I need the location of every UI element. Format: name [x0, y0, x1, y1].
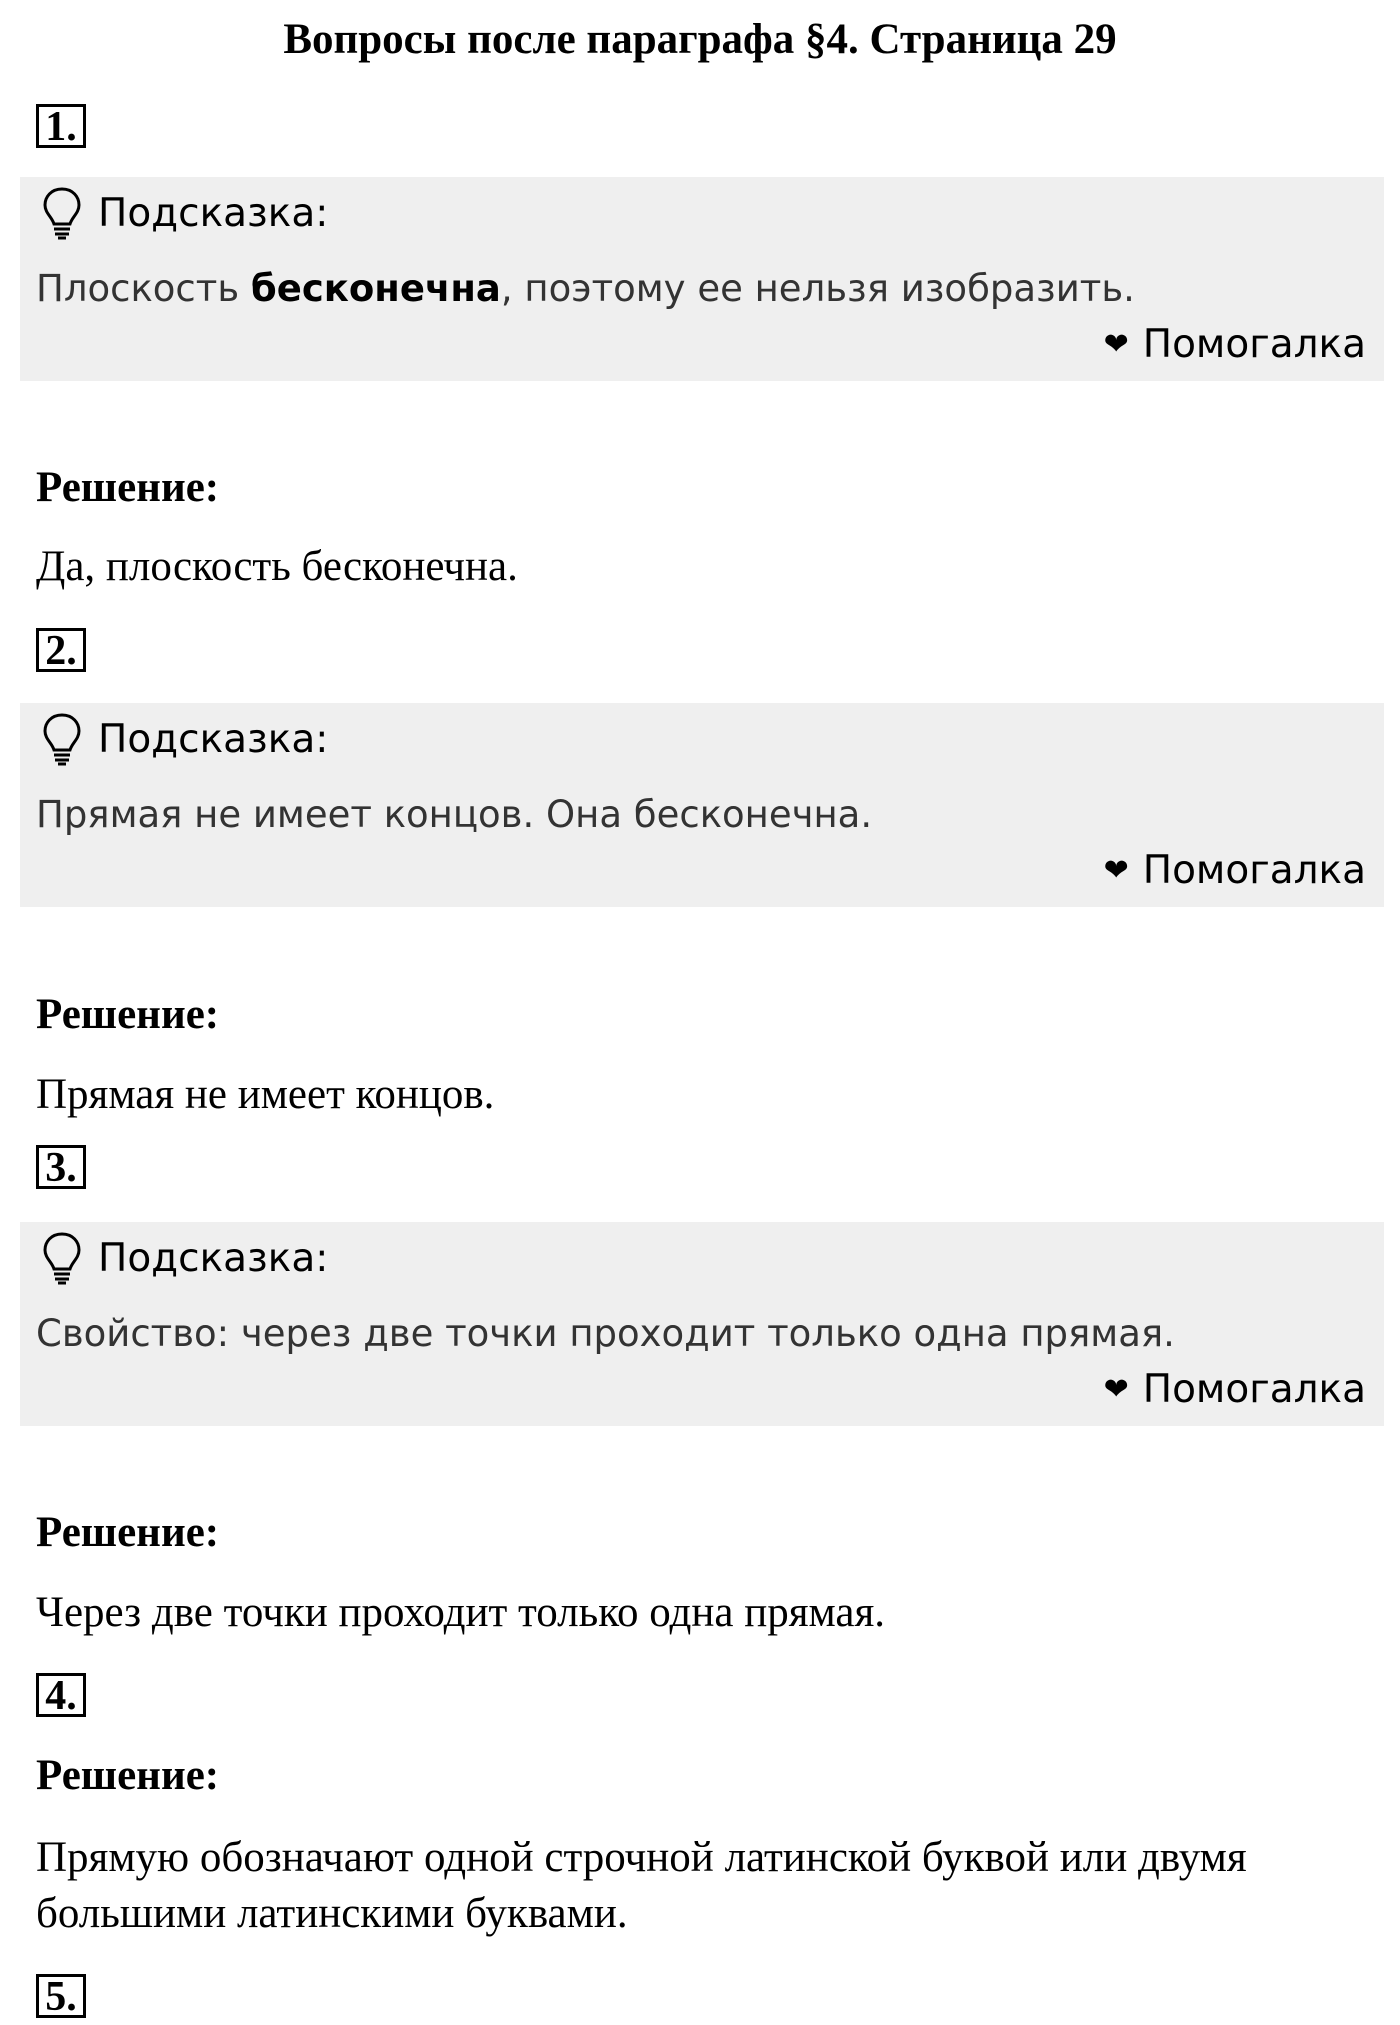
hint-title: Подсказка:: [98, 1235, 329, 1281]
solution-heading-3: Решение:: [36, 1509, 220, 1556]
hint-title: Подсказка:: [98, 716, 329, 762]
hint-box-3: [20, 1222, 1384, 1426]
hint-text: Плоскость бесконечна, поэтому ее нельзя изобразить.: [36, 267, 1135, 310]
question-number-2: 2.: [36, 628, 86, 672]
question-number-1: 1.: [36, 104, 86, 148]
solution-heading-1: Решение:: [36, 464, 220, 511]
brand-label[interactable]: ❤ Помогалка: [1103, 1367, 1366, 1412]
hint-header: [42, 1228, 328, 1288]
solution-text-2: Прямая не имеет концов.: [36, 1071, 495, 1118]
question-number-5: 5.: [36, 1974, 86, 2018]
hint-box-2: [20, 703, 1384, 907]
solution-line: большими латинскими буквами.: [36, 1890, 628, 1937]
solution-text-1: Да, плоскость бесконечна.: [36, 543, 518, 590]
hint-header: [42, 183, 328, 243]
hint-text: Свойство: через две точки проходит только одна прямая.: [36, 1312, 1175, 1355]
solution-text-3: Через две точки проходит только одна прямая.: [36, 1589, 886, 1636]
hint-box-1: [20, 177, 1384, 381]
solution-heading-2: Решение:: [36, 991, 220, 1038]
heart-icon: ❤: [1103, 326, 1129, 362]
brand-label[interactable]: ❤ Помогалка: [1103, 848, 1366, 893]
question-number-4: 4.: [36, 1673, 86, 1717]
question-number-3: 3.: [36, 1145, 86, 1189]
lightbulb-icon: [42, 186, 82, 240]
solution-line: Прямую обозначают одной строчной латинской буквой или двумя: [36, 1834, 1247, 1881]
heart-icon: ❤: [1103, 852, 1129, 888]
hint-text: Прямая не имеет концов. Она бесконечна.: [36, 793, 873, 836]
lightbulb-icon: [42, 1231, 82, 1285]
heart-icon: ❤: [1103, 1371, 1129, 1407]
hint-title: Подсказка:: [98, 190, 329, 236]
hint-header: [42, 709, 328, 769]
brand-label[interactable]: ❤ Помогалка: [1103, 322, 1366, 367]
solution-text-4: [36, 1830, 1356, 1942]
lightbulb-icon: [42, 712, 82, 766]
solution-heading-4: Решение:: [36, 1752, 220, 1799]
page-title: Вопросы после параграфа §4. Страница 29: [283, 16, 1117, 63]
